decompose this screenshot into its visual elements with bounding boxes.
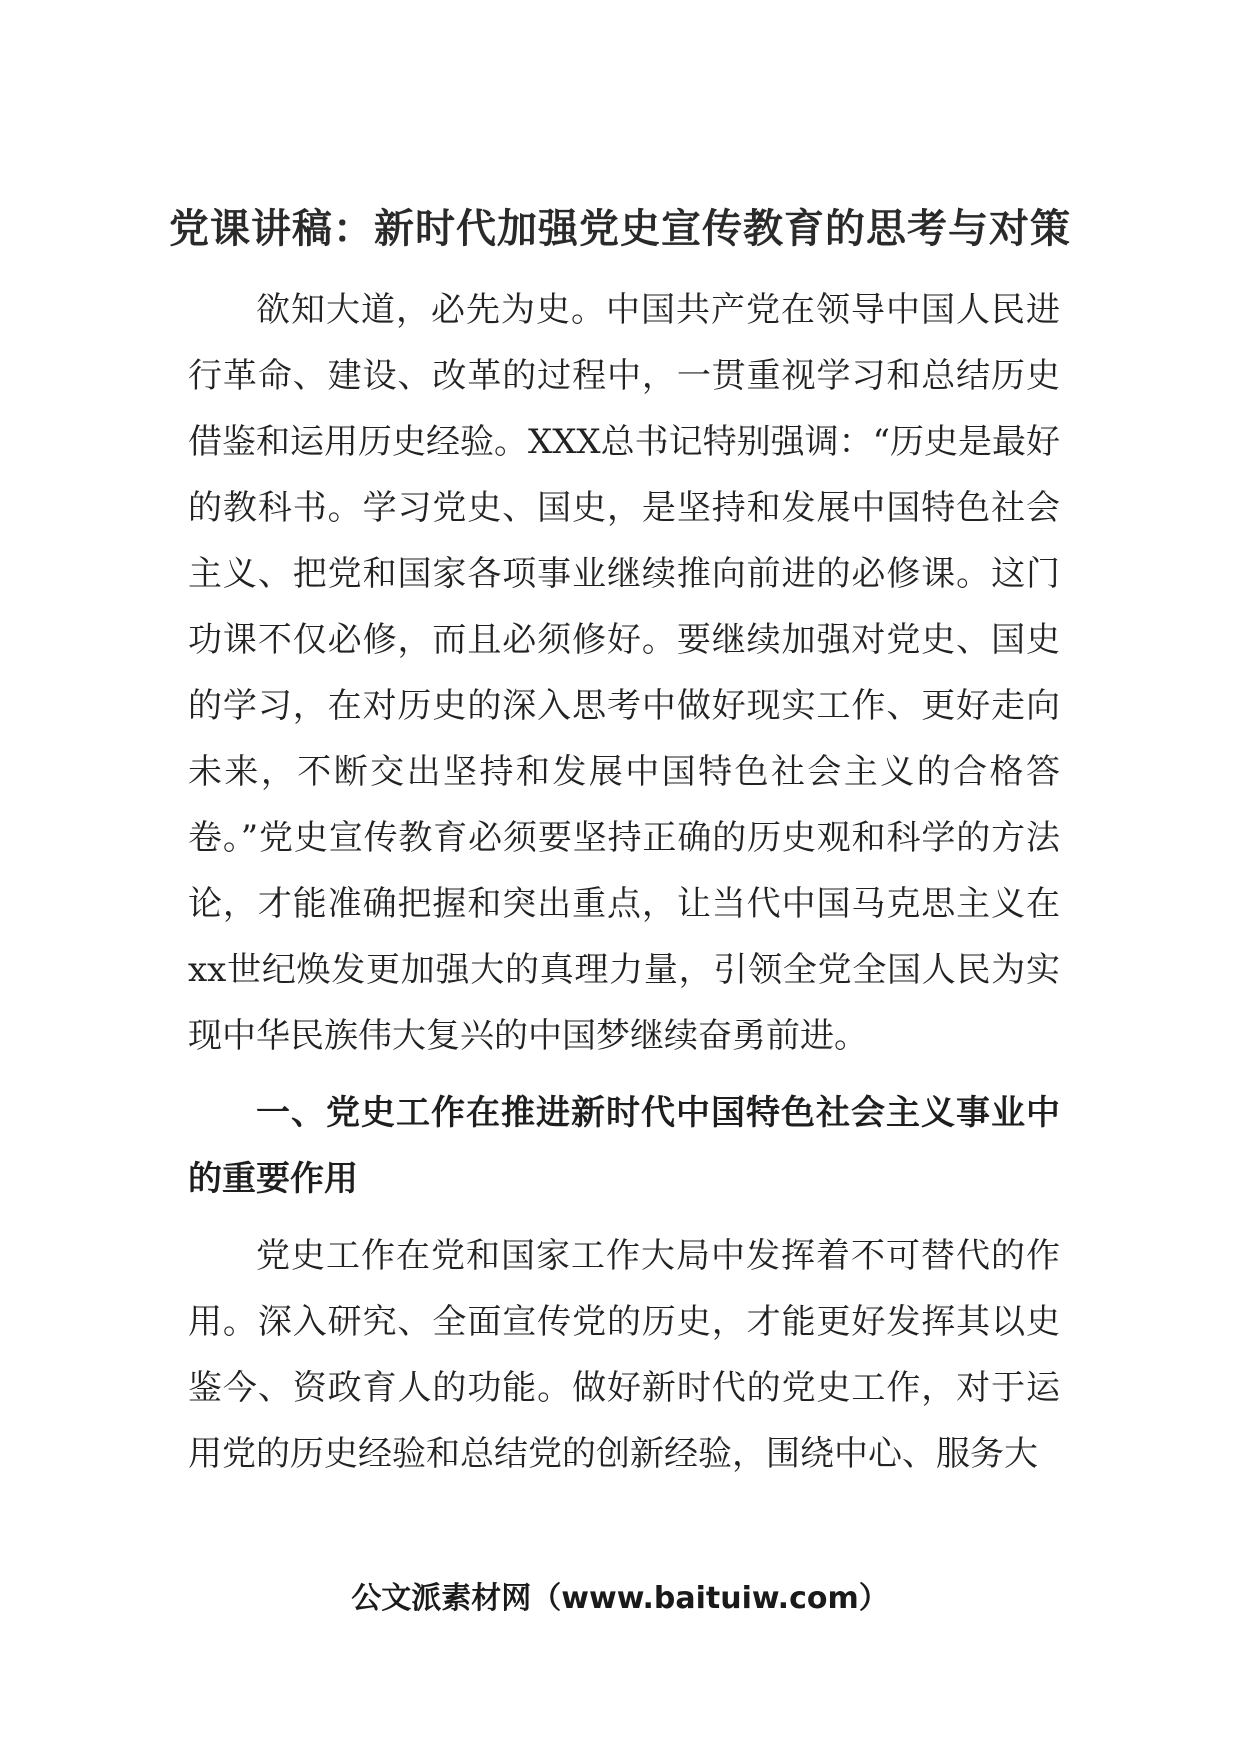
section-paragraph: 党史工作在党和国家工作大局中发挥着不可替代的作用。深入研究、全面宣传党的历史，才能更好发挥其以史鉴今、资政育人的功能。做好新时代的党史工作，对于运用党的历史经验和总结党的创新经验，围绕中心、服务大: [188, 1236, 1060, 1474]
section-heading: 一、党史工作在推进新时代中国特色社会主义事业中的重要作用: [188, 1093, 1060, 1199]
document-title: 党课讲稿：新时代加强党史宣传教育的思考与对策: [169, 206, 1071, 252]
intro-paragraph: 欲知大道，必先为史。中国共产党在领导中国人民进行革命、建设、改革的过程中，一贯重视学习和总结历史借鉴和运用历史经验。XXX总书记特别强调：“历史是最好的教科书。学习党史、国史，是坚持和发展中国特色社会主义、把党和国家各项事业继续推向前进的必修课。这门功课不仅必修，而且必须修好。要继续加强对党史、国史的学习，在对历史的深入思考中做好现实工作、更好走向未来，不断交出坚持和发展中国特色社会主义的合格答卷。”党史宣传教育必须要坚持正确的历史观和科学的方法论，才能准确把握和突出重点，让当代中国马克思主义在xx世纪焕发更加强大的真理力量，引领全党全国人民为实现中华民族伟大复兴的中国梦继续奋勇前进。: [188, 290, 1060, 1056]
footer-source: 公文派素材网（www.baituiw.com）: [351, 1581, 889, 1616]
document-body: [188, 277, 1060, 1487]
